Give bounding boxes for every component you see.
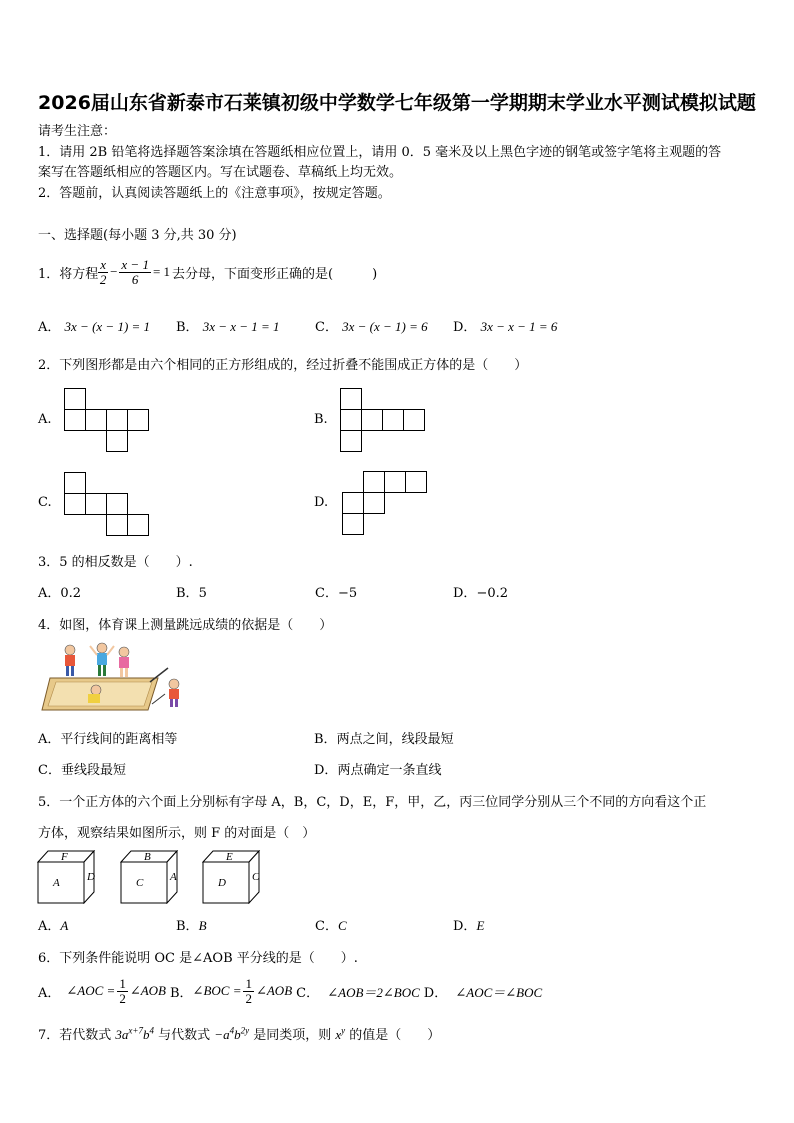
option-label: D． xyxy=(314,763,338,778)
option-label: A． xyxy=(38,732,61,747)
q2-label-a[interactable]: A. xyxy=(38,412,52,427)
q6-b-fraction xyxy=(243,977,254,1006)
q1-frac1-den: 2 xyxy=(99,271,107,287)
q6-option-c[interactable] xyxy=(296,982,420,1001)
option-label: D． xyxy=(453,919,477,934)
option-text: ∠AOB＝2∠BOC xyxy=(327,984,420,1000)
q2-label-d[interactable]: D. xyxy=(314,495,329,510)
option-label: B． xyxy=(176,919,199,934)
option-text: 垂线段最短 xyxy=(60,763,126,778)
q5-option-b[interactable] xyxy=(176,915,207,934)
page-title: 2026届山东省新泰市石莱镇初级中学数学七年级第一学期期末学业水平测试模拟试题 xyxy=(38,92,756,114)
option-label: A． xyxy=(38,586,61,601)
option-text: C xyxy=(337,918,347,933)
q7-term-2: −a xyxy=(214,1027,230,1042)
q4-option-a[interactable] xyxy=(38,728,177,747)
cube-view-3 xyxy=(202,850,262,904)
cube-1-front-label: A xyxy=(53,877,60,889)
option-text: 5 xyxy=(198,586,207,601)
q2-label-b[interactable]: B. xyxy=(314,412,328,427)
q2-net-d xyxy=(342,471,428,535)
option-text: 3x − x − 1 = 6 xyxy=(480,319,558,334)
notice-line-1a: 1．请用 2B 铅笔将选择题答案涂填在答题纸相应位置上，请用 0．5 毫米及以上黑色字迹的钢笔或签字笔将主观题的答 xyxy=(38,145,722,160)
q7-term-2-bexp: 2y xyxy=(240,1025,250,1036)
option-text: 两点之间，线段最短 xyxy=(336,732,454,747)
notice-line-1b: 案写在答题纸相应的答题区内。写在试题卷、草稿纸上均无效。 xyxy=(38,165,403,180)
q1-option-d[interactable] xyxy=(453,316,557,335)
option-label: C． xyxy=(38,763,61,778)
q7-var-exp: y xyxy=(341,1025,346,1036)
option-text: 两点确定一条直线 xyxy=(337,763,442,778)
question-1-stem xyxy=(38,252,377,292)
q1-minus: − xyxy=(110,264,118,279)
q4-option-c[interactable] xyxy=(38,759,126,778)
cube-2-side-label: A xyxy=(170,871,177,883)
q1-equals: = 1 xyxy=(152,264,171,279)
q1-option-a[interactable] xyxy=(38,316,150,335)
option-text: −5 xyxy=(337,586,358,601)
option-text: B xyxy=(198,918,207,933)
q1-fraction-1 xyxy=(98,258,108,287)
q1-frac2-den: 6 xyxy=(131,271,139,287)
q1-option-c[interactable] xyxy=(315,316,428,335)
q5-option-c[interactable] xyxy=(315,915,347,934)
q6-option-d[interactable] xyxy=(424,982,542,1001)
cube-2-front-label: C xyxy=(136,877,144,889)
q3-option-c[interactable] xyxy=(315,582,357,601)
q6-a-fraction xyxy=(117,977,128,1006)
option-text: A xyxy=(60,918,69,933)
option-text: ∠AOB xyxy=(129,983,166,998)
question-7-stem xyxy=(38,1024,440,1043)
question-5-stem-line-2: 方体，观察结果如图所示，则 F 的对面是（ ） xyxy=(38,826,316,841)
q7-term-1: 3a xyxy=(115,1027,129,1042)
q1-option-b[interactable] xyxy=(176,316,280,335)
option-label: B． xyxy=(176,586,199,601)
question-4-stem: 4．如图，体育课上测量跳远成绩的依据是（ ） xyxy=(38,618,333,633)
option-text: 3x − (x − 1) = 1 xyxy=(64,319,151,334)
question-6-stem: 6．下列条件能说明 OC 是∠AOB 平分线的是（ ）. xyxy=(38,951,358,966)
option-label: B． xyxy=(176,320,199,335)
cube-3-front-label: D xyxy=(218,877,226,889)
cube-1-side-label: D xyxy=(87,871,95,883)
option-text: ∠AOB xyxy=(255,983,293,998)
q7-term-1-b: b xyxy=(143,1027,150,1042)
section-heading: 一、选择题(每小题 3 分,共 30 分) xyxy=(38,228,237,243)
q2-net-a xyxy=(64,388,150,452)
notice-line-2: 2．答题前，认真阅读答题纸上的《注意事项》，按规定答题。 xyxy=(38,186,391,201)
option-text: 3x − (x − 1) = 6 xyxy=(342,319,428,334)
option-text: −0.2 xyxy=(476,586,509,601)
cube-3-side-label: C xyxy=(252,871,260,883)
fraction-num: 1 xyxy=(119,975,126,991)
q3-option-a[interactable] xyxy=(38,582,81,601)
long-jump-illustration xyxy=(40,638,190,718)
notice-heading: 请考生注意： xyxy=(38,124,117,139)
q1-suffix: 去分母，下面变形正确的是( ) xyxy=(172,266,378,282)
option-text: ∠AOC＝∠BOC xyxy=(455,984,543,1000)
option-text: E xyxy=(476,918,485,933)
q7-mid: 与代数式 xyxy=(158,1028,211,1043)
q7-end: 的值是（ ） xyxy=(349,1028,441,1043)
q1-prefix: 1．将方程 xyxy=(38,266,99,282)
option-label: B． xyxy=(169,985,193,1001)
q2-net-b xyxy=(340,388,426,452)
option-label: A． xyxy=(38,919,61,934)
q6-option-b[interactable] xyxy=(170,977,292,1006)
option-text: ∠AOC = xyxy=(66,983,116,998)
option-label: C． xyxy=(315,919,338,934)
q4-option-d[interactable] xyxy=(314,759,441,778)
cube-1-top-label: F xyxy=(61,851,68,863)
q7-var: x xyxy=(335,1027,342,1042)
q1-frac2-num: x − 1 xyxy=(121,256,149,272)
question-3-stem: 3．5 的相反数是（ ）. xyxy=(38,555,193,570)
option-label: C． xyxy=(296,985,320,1001)
q2-label-c[interactable]: C. xyxy=(38,495,52,510)
cube-2-top-label: B xyxy=(144,851,151,863)
option-text: 平行线间的距离相等 xyxy=(60,732,178,747)
q4-option-b[interactable] xyxy=(314,728,454,747)
q7-term-2-b: b xyxy=(234,1027,241,1042)
q3-option-b[interactable] xyxy=(176,582,207,601)
cube-view-1 xyxy=(37,850,97,904)
q7-suffix: 是同类项，则 xyxy=(253,1028,332,1043)
option-label: C． xyxy=(315,586,338,601)
q7-prefix: 7．若代数式 xyxy=(38,1028,112,1043)
option-label: A． xyxy=(38,985,61,1001)
q1-fraction-2 xyxy=(119,258,151,287)
q5-option-a[interactable] xyxy=(38,915,68,934)
fraction-den: 2 xyxy=(245,990,252,1006)
q7-term-1-exp: x+7 xyxy=(128,1025,143,1036)
option-label: D． xyxy=(423,985,448,1001)
q6-option-a[interactable] xyxy=(38,977,166,1006)
q6-options-row xyxy=(38,972,542,1010)
option-label: D． xyxy=(453,586,477,601)
q5-option-d[interactable] xyxy=(453,915,484,934)
option-label: A． xyxy=(38,320,61,335)
option-text: 3x − x − 1 = 1 xyxy=(202,319,280,334)
option-text: 0.2 xyxy=(60,586,82,601)
q3-option-d[interactable] xyxy=(453,582,508,601)
fraction-num: 1 xyxy=(245,975,252,991)
cube-view-2 xyxy=(120,850,180,904)
q2-net-c xyxy=(64,472,150,536)
q1-frac1-num: x xyxy=(100,256,107,272)
option-text: ∠BOC = xyxy=(192,983,242,998)
question-2-stem: 2．下列图形都是由六个相同的正方形组成的，经过折叠不能围成正方体的是（ ） xyxy=(38,358,528,373)
question-5-stem-line-1: 5．一个正方体的六个面上分别标有字母 A，B，C，D，E，F，甲，乙，丙三位同学分别从三个不同的方向看这个正 xyxy=(38,795,707,810)
option-label: B． xyxy=(314,732,337,747)
fraction-den: 2 xyxy=(119,990,126,1006)
q7-term-2-exp: 4 xyxy=(229,1025,235,1036)
option-label: D． xyxy=(453,320,477,335)
cube-3-top-label: E xyxy=(226,851,233,863)
q7-term-1-bexp: 4 xyxy=(149,1025,154,1036)
option-label: C． xyxy=(315,320,338,335)
